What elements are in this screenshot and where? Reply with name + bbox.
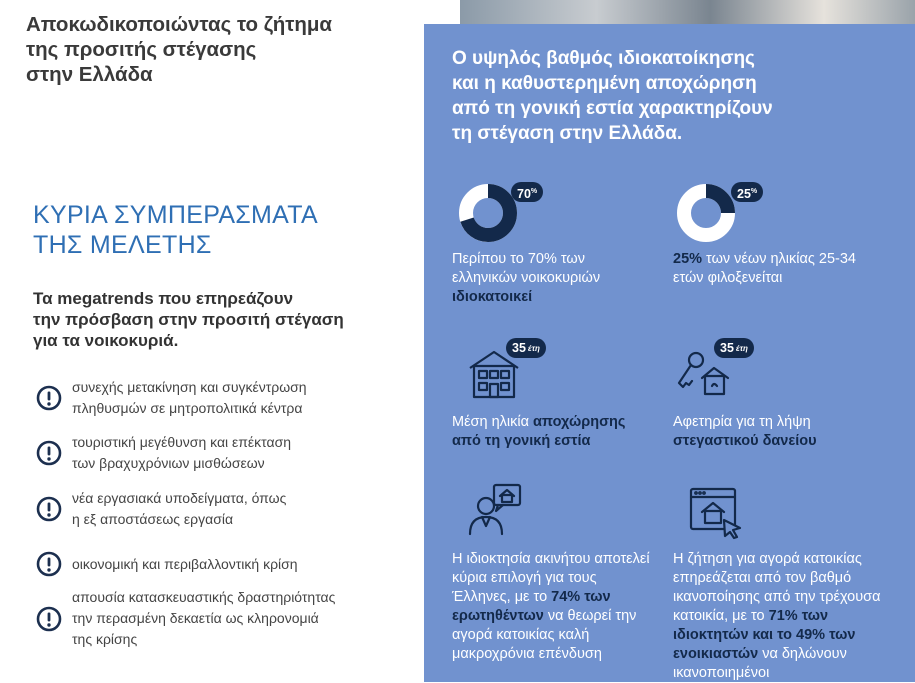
stat-badge: 35 έτη: [506, 338, 546, 358]
stat-text: [673, 550, 888, 683]
stat-text-part: να δηλώνουν ικανοποιημένοι: [673, 646, 847, 681]
stat-text: [452, 413, 657, 451]
list-item-text: τουριστική μεγέθυνση και επέκταση των βραχυχρόνιων μισθώσεων: [72, 434, 292, 471]
list-item: [36, 377, 396, 419]
browser-house-cursor-icon: [688, 486, 744, 540]
exclamation-circle-icon: [36, 606, 62, 632]
stat-badge: 35 έτη: [714, 338, 754, 358]
exclamation-circle-icon: [36, 385, 62, 411]
person-house-bubble-icon: [466, 482, 524, 536]
exclamation-circle-icon: [36, 551, 62, 577]
list-item-text: νέα εργασιακά υποδείγματα, όπως η εξ αποστάσεως εργασία: [72, 490, 287, 527]
list-item-text: απουσία κατασκευαστικής δραστηριότητας την περασμένη δεκαετία ως κληρονομιά της κρίσης: [72, 589, 336, 647]
page-title: Αποκωδικοποιώντας το ζήτημα της προσιτής στέγασης στην Ελλάδα: [26, 13, 333, 86]
stat-text-part: Η ζήτηση για αγορά κατοικίας επηρεάζεται από τον βαθμό ικανοποίησης από την τρέχουσα κατοικία, με το: [673, 551, 881, 624]
stat-badge: 70%: [511, 182, 543, 202]
stat-text-part: Αφετηρία για τη λήψη: [673, 414, 811, 430]
stat-text-part: Μέση ηλικία: [452, 414, 534, 430]
list-item-text: οικονομική και περιβαλλοντική κρίση: [72, 555, 298, 572]
exclamation-circle-icon: [36, 440, 62, 466]
donut-chart-icon: [458, 183, 518, 243]
panel-title: Ο υψηλός βαθμός ιδιοκατοίκησης και η καθυστερημένη αποχώρηση από τη γονική εστία χαρακτηρίζουν τη στέγαση στην Ελλάδα.: [452, 48, 773, 144]
header-photo: [460, 0, 915, 24]
list-item: [36, 432, 396, 474]
stat-highlight: στεγαστικού δανείου: [673, 433, 817, 449]
stat-text: [673, 250, 873, 288]
stat-text: [452, 550, 657, 664]
findings-heading: ΚΥΡΙΑ ΣΥΜΠΕΡΑΣΜΑΤΑ ΤΗΣ ΜΕΛΕΤΗΣ: [33, 201, 318, 259]
stat-text: [452, 250, 652, 307]
stat-text: [673, 413, 878, 451]
stat-highlight: 25%: [673, 251, 703, 267]
megatrends-subtitle: Τα megatrends που επηρεάζουν την πρόσβαση στην προσιτή στέγαση για τα νοικοκυριά.: [33, 289, 344, 350]
list-item: [36, 587, 396, 650]
stat-highlight: 74% των ερωτηθέντων: [452, 589, 611, 624]
stat-text-part: να θεωρεί την αγορά κατοικίας καλή μακροχρόνια επένδυση: [452, 608, 637, 662]
stat-badge: 25%: [731, 182, 763, 202]
stat-text-part: Περίπου το 70% των ελληνικών νοικοκυριών: [452, 251, 601, 286]
list-item: [36, 488, 396, 530]
stat-highlight: αποχώρησης από τη γονική εστία: [452, 414, 626, 449]
list-item-text: συνεχής μετακίνηση και συγκέντρωση πληθυσμών σε μητροπολιτικά κέντρα: [72, 379, 307, 416]
stat-text-part: Η ιδιοκτησία ακινήτου αποτελεί κύρια επιλογή για τους Έλληνες, με το: [452, 551, 650, 605]
exclamation-circle-icon: [36, 496, 62, 522]
stat-highlight: 71% των ιδιοκτητών και το 49% των ενοικιαστών: [673, 608, 856, 662]
stat-highlight: ιδιοκατοικεί: [452, 289, 533, 305]
stat-text-part: των νέων ηλικίας 25-34 ετών φιλοξενείται: [673, 251, 856, 286]
list-item: [36, 551, 396, 577]
donut-chart-icon: [676, 183, 736, 243]
